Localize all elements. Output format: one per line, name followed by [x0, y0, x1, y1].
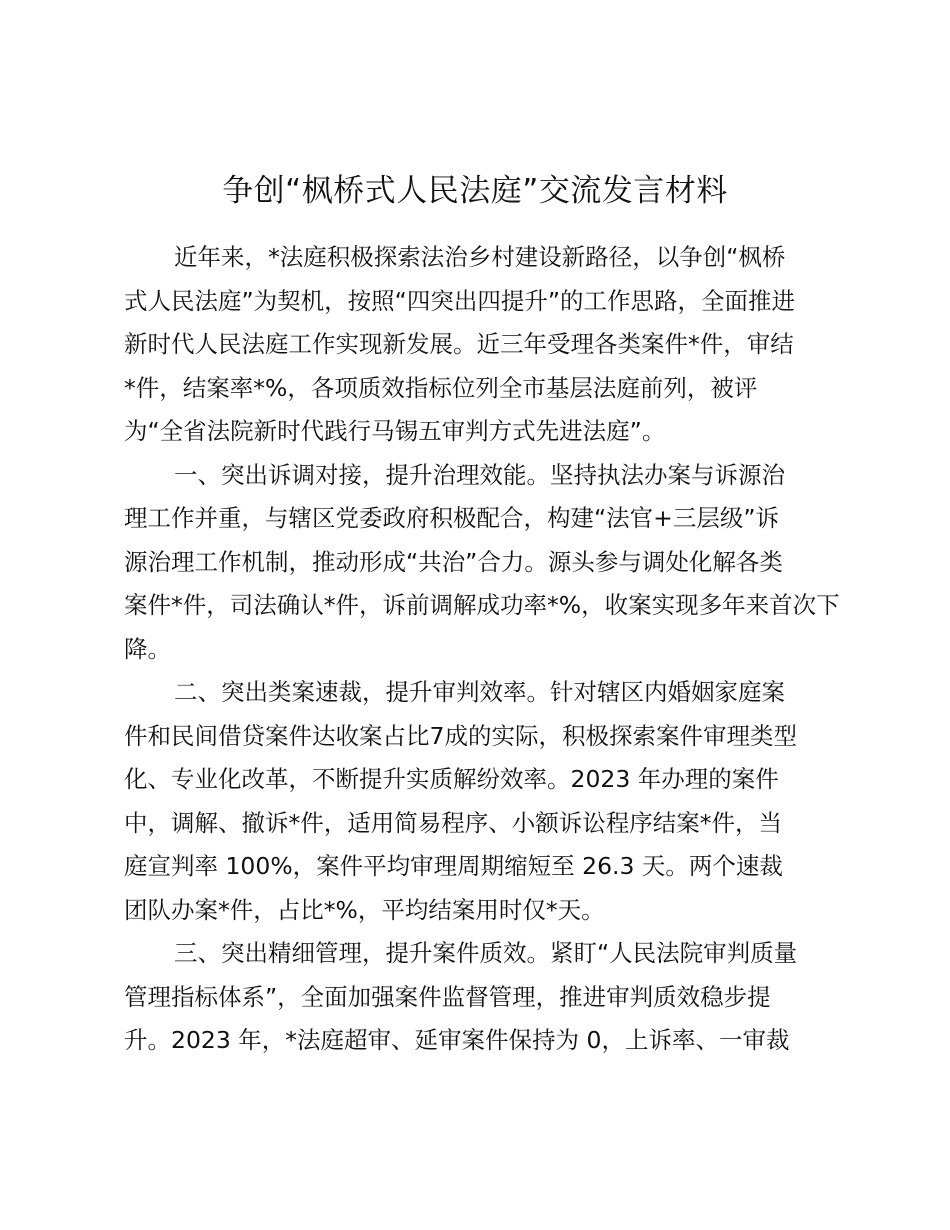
paragraph-1-line-5: 为“全省法院新时代践行马锡五审判方式先进法庭”。	[124, 417, 666, 445]
paragraph-4-line-1: 三、突出精细管理，提升案件质效。紧盯“人民法院审判质量	[174, 939, 798, 967]
paragraph-3-line-6: 团队办案*件，占比*%，平均结案用时仅*天。	[124, 895, 605, 924]
document-title: 争创“枫桥式人民法庭”交流发言材料	[222, 173, 728, 209]
document-body	[124, 236, 844, 1063]
paragraph-1-line-3: 新时代人民法庭工作实现新发展。近三年受理各类案件*件，审结	[124, 330, 794, 358]
paragraph-2-line-5: 降。	[124, 634, 171, 663]
paragraph-3-line-4: 中，调解、撤诉*件，适用简易程序、小额诉讼程序结案*件，当	[124, 808, 782, 837]
paragraph-4-line-3: 升。2023 年，*法庭超审、延审案件保持为 0，上诉率、一审裁	[124, 1026, 790, 1054]
paragraph-3-line-5: 庭宣判率 100%，案件平均审理周期缩短至 26.3 天。两个速裁	[124, 852, 783, 880]
paragraph-3-line-1: 二、突出类案速裁，提升审判效率。针对辖区内婚姻家庭案	[174, 678, 785, 706]
paragraph-4-line-2: 管理指标体系”，全面加强案件监督管理，推进审判质效稳步提	[124, 982, 771, 1011]
paragraph-1-line-4: *件，结案率*%，各项质效指标位列全市基层法庭前列，被评	[124, 373, 758, 402]
paragraph-1-line-2: 式人民法庭”为契机，按照“四突出四提升”的工作思路，全面推进	[124, 286, 796, 315]
paragraph-3-line-2: 件和民间借贷案件达收案占比7成的实际，积极探索案件审理类型	[124, 721, 797, 750]
paragraph-2-line-4: 案件*件，司法确认*件，诉前调解成功率*%，收案实现多年来首次下	[124, 591, 840, 619]
paragraph-2-line-2: 理工作并重，与辖区党委政府积极配合，构建“法官+三层级”诉	[124, 504, 780, 532]
paragraph-2-line-1: 一、突出诉调对接，提升治理效能。坚持执法办案与诉源治	[174, 460, 785, 489]
paragraph-1-line-1: 近年来，*法庭积极探索法治乡村建设新路径，以争创“枫桥	[174, 243, 786, 271]
paragraph-3-line-3: 化、专业化改革，不断提升实质解纷效率。2023 年办理的案件	[124, 765, 779, 793]
paragraph-2-line-3: 源治理工作机制，推动形成“共治”合力。源头参与调处化解各类	[124, 547, 783, 576]
